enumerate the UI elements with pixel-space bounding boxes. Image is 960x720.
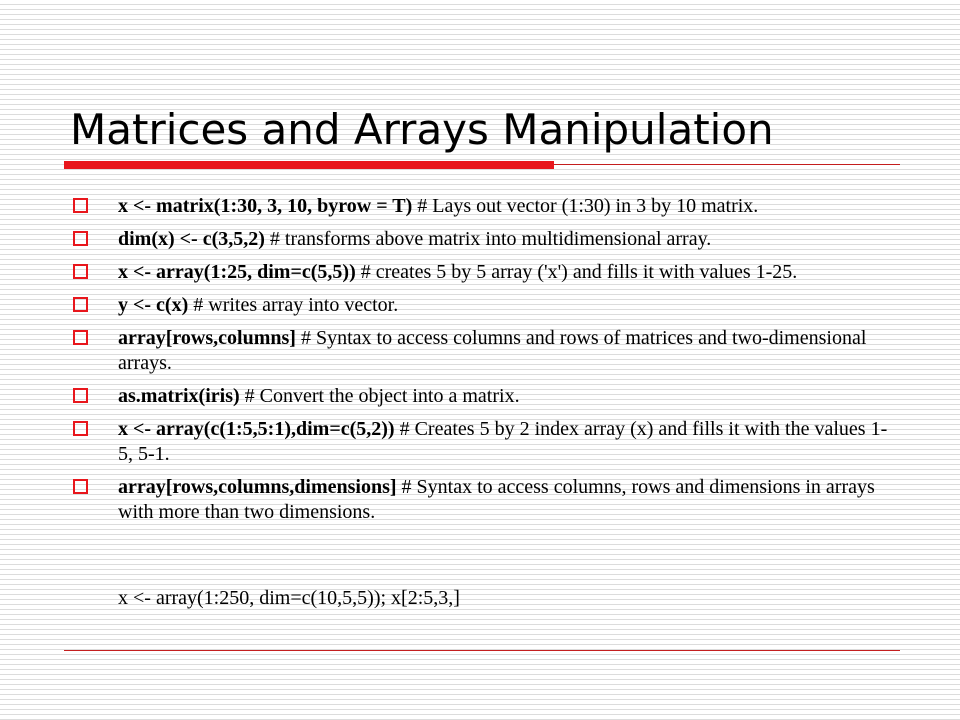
slide-title: Matrices and Arrays Manipulation	[70, 105, 774, 154]
bullet-item-vector	[70, 293, 890, 318]
bullet-comment: # writes array into vector.	[188, 294, 399, 316]
bullet-item-index-array	[70, 417, 890, 467]
bullet-comment: # Syntax to access columns, rows and dimensions in arrays with more than two dimensions.	[118, 476, 875, 523]
bullet-comment: # Syntax to access columns and rows of matrices and two-dimensional arrays.	[118, 327, 867, 374]
example-code-line: x <- array(1:250, dim=c(10,5,5)); x[2:5,3,]	[118, 587, 460, 609]
bullet-item-matrix	[70, 194, 890, 219]
bullet-code: as.matrix(iris)	[118, 385, 240, 407]
square-bullet-icon	[73, 330, 88, 345]
square-bullet-icon	[73, 479, 88, 494]
bullet-list	[70, 194, 890, 533]
footer-divider-line	[64, 650, 900, 651]
bullet-code: x <- matrix(1:30, 3, 10, byrow = T)	[118, 195, 413, 217]
bullet-code: array[rows,columns,dimensions]	[118, 476, 397, 498]
square-bullet-icon	[73, 388, 88, 403]
bullet-comment: # Convert the object into a matrix.	[239, 385, 520, 407]
bullet-item-array-syntax	[70, 326, 890, 376]
bullet-code: dim(x) <- c(3,5,2)	[118, 228, 265, 250]
bullet-code: array[rows,columns]	[118, 327, 296, 349]
square-bullet-icon	[73, 231, 88, 246]
bullet-code: x <- array(c(1:5,5:1),dim=c(5,2))	[118, 418, 395, 440]
bullet-item-array	[70, 260, 890, 285]
square-bullet-icon	[73, 421, 88, 436]
square-bullet-icon	[73, 198, 88, 213]
bullet-item-dim	[70, 227, 890, 252]
bullet-item-dimensions-syntax	[70, 475, 890, 525]
title-accent-bar	[64, 161, 554, 169]
bullet-comment: # Lays out vector (1:30) in 3 by 10 matrix.	[412, 195, 759, 217]
bullet-comment: # transforms above matrix into multidimensional array.	[264, 228, 712, 250]
bullet-comment: # Creates 5 by 2 index array (x) and fills it with the values 1-5, 5-1.	[118, 418, 888, 465]
square-bullet-icon	[73, 297, 88, 312]
bullet-comment: # creates 5 by 5 array ('x') and fills it with values 1-25.	[355, 261, 798, 283]
bullet-code: y <- c(x)	[118, 294, 189, 316]
square-bullet-icon	[73, 264, 88, 279]
bullet-code: x <- array(1:25, dim=c(5,5))	[118, 261, 356, 283]
bullet-item-as-matrix	[70, 384, 890, 409]
